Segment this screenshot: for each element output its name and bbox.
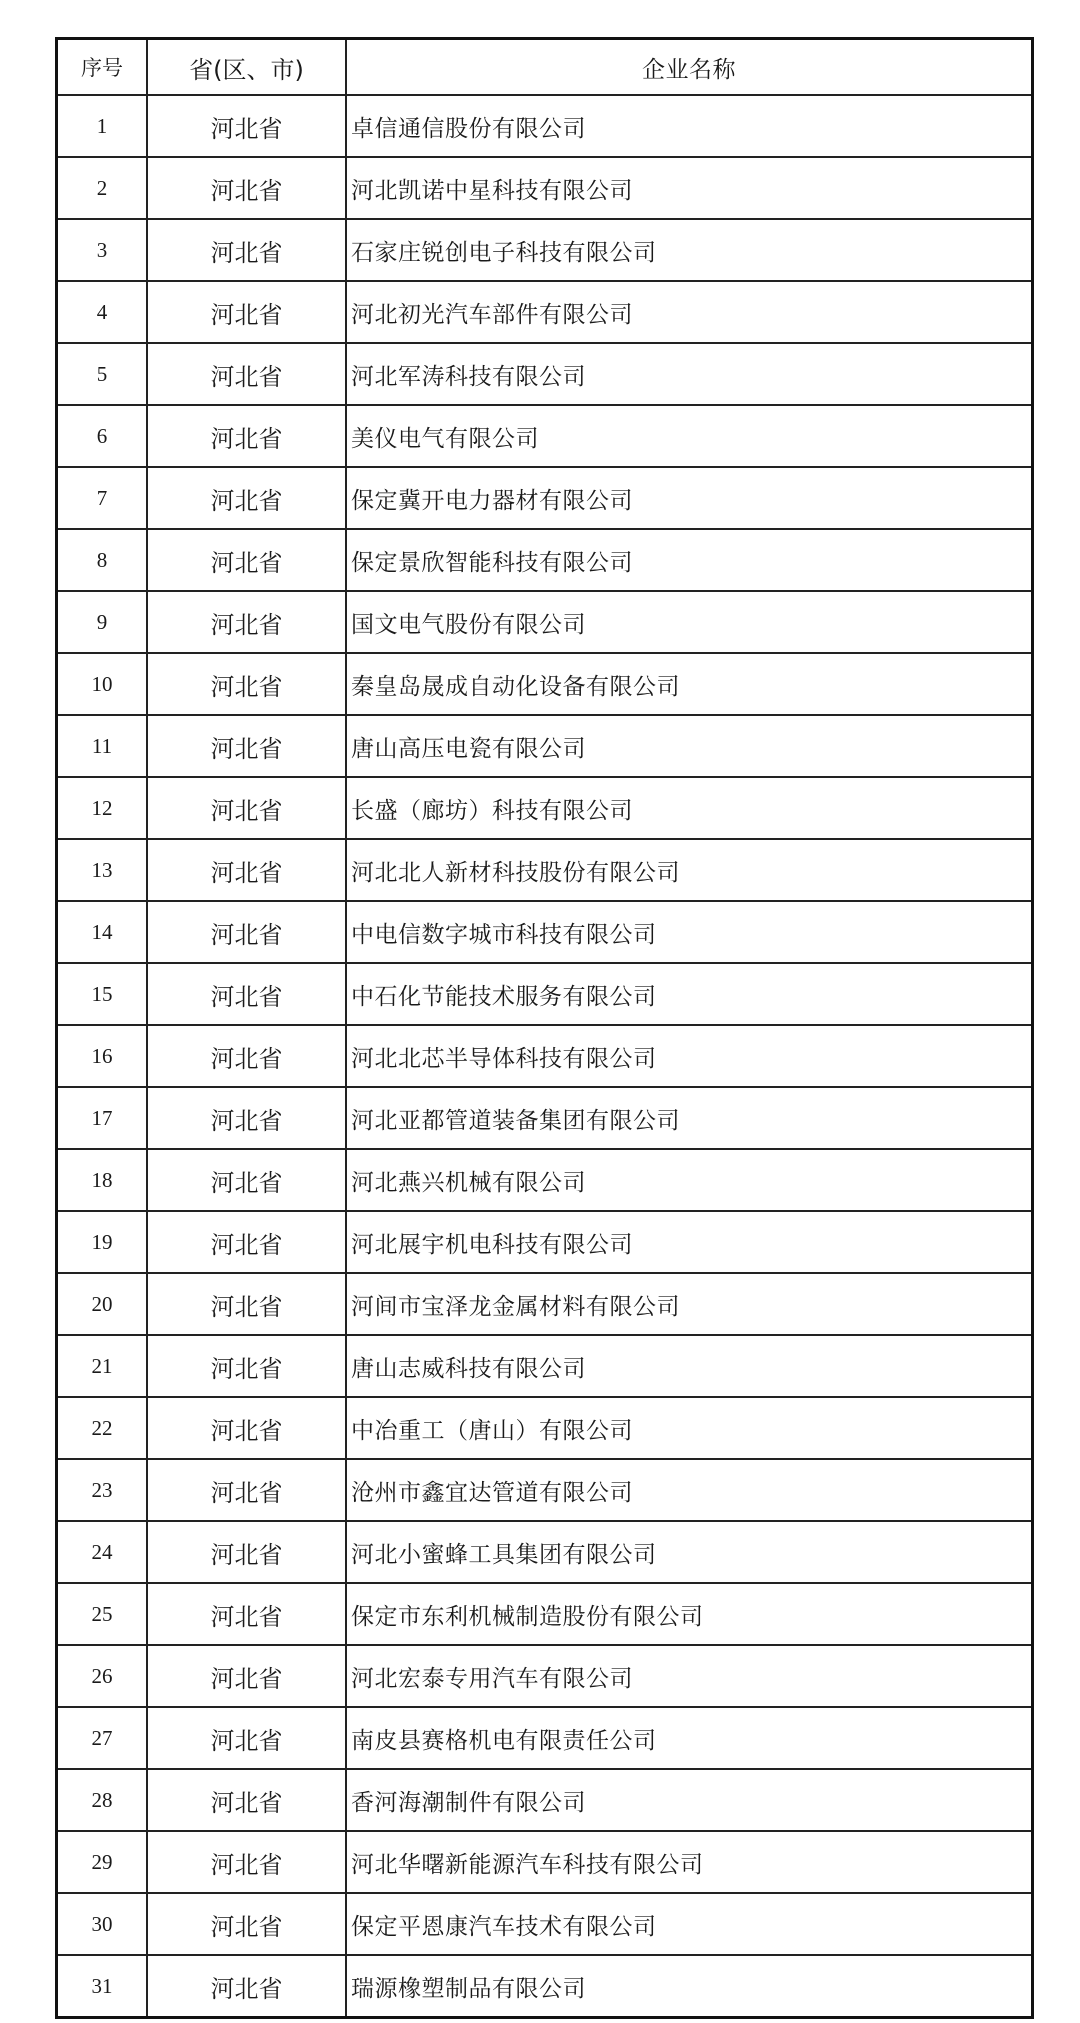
- cell-province: 河北省: [147, 281, 346, 343]
- cell-company: 长盛（廊坊）科技有限公司: [346, 777, 1033, 839]
- table-row: [57, 1707, 1033, 1769]
- cell-index: 20: [57, 1273, 148, 1335]
- cell-index: 2: [57, 157, 148, 219]
- cell-province: 河北省: [147, 1521, 346, 1583]
- table-row: [57, 1645, 1033, 1707]
- cell-province: 河北省: [147, 343, 346, 405]
- cell-company: 沧州市鑫宜达管道有限公司: [346, 1459, 1033, 1521]
- cell-company: 瑞源橡塑制品有限公司: [346, 1955, 1033, 2018]
- cell-province: 河北省: [147, 219, 346, 281]
- cell-index: 10: [57, 653, 148, 715]
- table-row: [57, 1831, 1033, 1893]
- cell-index: 15: [57, 963, 148, 1025]
- cell-province: 河北省: [147, 1955, 346, 2018]
- cell-index: 29: [57, 1831, 148, 1893]
- table-row: [57, 1521, 1033, 1583]
- cell-company: 河间市宝泽龙金属材料有限公司: [346, 1273, 1033, 1335]
- cell-index: 17: [57, 1087, 148, 1149]
- cell-company: 河北华曙新能源汽车科技有限公司: [346, 1831, 1033, 1893]
- cell-province: 河北省: [147, 1893, 346, 1955]
- header-company: 企业名称: [346, 39, 1033, 96]
- cell-index: 25: [57, 1583, 148, 1645]
- cell-province: 河北省: [147, 467, 346, 529]
- cell-province: 河北省: [147, 1149, 346, 1211]
- cell-company: 河北展宇机电科技有限公司: [346, 1211, 1033, 1273]
- cell-index: 26: [57, 1645, 148, 1707]
- cell-index: 11: [57, 715, 148, 777]
- table-body: [57, 95, 1033, 2018]
- table-row: [57, 1893, 1033, 1955]
- table-row: [57, 1955, 1033, 2018]
- cell-company: 唐山志威科技有限公司: [346, 1335, 1033, 1397]
- cell-company: 河北初光汽车部件有限公司: [346, 281, 1033, 343]
- cell-province: 河北省: [147, 963, 346, 1025]
- cell-company: 河北燕兴机械有限公司: [346, 1149, 1033, 1211]
- cell-company: 南皮县赛格机电有限责任公司: [346, 1707, 1033, 1769]
- table-row: [57, 1769, 1033, 1831]
- table-row: [57, 715, 1033, 777]
- cell-province: 河北省: [147, 1087, 346, 1149]
- table-header-row: [57, 39, 1033, 96]
- cell-company: 香河海潮制件有限公司: [346, 1769, 1033, 1831]
- cell-index: 30: [57, 1893, 148, 1955]
- table-row: [57, 95, 1033, 157]
- cell-province: 河北省: [147, 839, 346, 901]
- cell-province: 河北省: [147, 591, 346, 653]
- table-row: [57, 1149, 1033, 1211]
- table-row: [57, 653, 1033, 715]
- table-row: [57, 343, 1033, 405]
- table-row: [57, 281, 1033, 343]
- cell-index: 23: [57, 1459, 148, 1521]
- cell-company: 河北宏泰专用汽车有限公司: [346, 1645, 1033, 1707]
- cell-province: 河北省: [147, 1397, 346, 1459]
- cell-company: 保定景欣智能科技有限公司: [346, 529, 1033, 591]
- cell-company: 中冶重工（唐山）有限公司: [346, 1397, 1033, 1459]
- cell-index: 18: [57, 1149, 148, 1211]
- cell-index: 19: [57, 1211, 148, 1273]
- table-row: [57, 1211, 1033, 1273]
- cell-index: 3: [57, 219, 148, 281]
- cell-company: 河北小蜜蜂工具集团有限公司: [346, 1521, 1033, 1583]
- table-row: [57, 1087, 1033, 1149]
- table-row: [57, 157, 1033, 219]
- cell-company: 保定冀开电力器材有限公司: [346, 467, 1033, 529]
- cell-province: 河北省: [147, 1025, 346, 1087]
- cell-province: 河北省: [147, 1273, 346, 1335]
- header-province: 省(区、市): [147, 39, 346, 96]
- table-row: [57, 777, 1033, 839]
- cell-province: 河北省: [147, 1707, 346, 1769]
- cell-index: 6: [57, 405, 148, 467]
- table-row: [57, 1583, 1033, 1645]
- cell-province: 河北省: [147, 901, 346, 963]
- cell-index: 4: [57, 281, 148, 343]
- table-row: [57, 1459, 1033, 1521]
- cell-index: 8: [57, 529, 148, 591]
- cell-province: 河北省: [147, 157, 346, 219]
- cell-company: 美仪电气有限公司: [346, 405, 1033, 467]
- cell-province: 河北省: [147, 405, 346, 467]
- company-table: [55, 37, 1034, 2019]
- cell-province: 河北省: [147, 715, 346, 777]
- cell-province: 河北省: [147, 95, 346, 157]
- cell-province: 河北省: [147, 529, 346, 591]
- table-row: [57, 1397, 1033, 1459]
- table-row: [57, 839, 1033, 901]
- cell-province: 河北省: [147, 777, 346, 839]
- cell-province: 河北省: [147, 1459, 346, 1521]
- table-row: [57, 219, 1033, 281]
- cell-province: 河北省: [147, 1211, 346, 1273]
- cell-company: 中电信数字城市科技有限公司: [346, 901, 1033, 963]
- table-row: [57, 405, 1033, 467]
- cell-company: 河北军涛科技有限公司: [346, 343, 1033, 405]
- cell-company: 中石化节能技术服务有限公司: [346, 963, 1033, 1025]
- cell-province: 河北省: [147, 1583, 346, 1645]
- document-page: [55, 37, 1034, 2019]
- cell-index: 12: [57, 777, 148, 839]
- cell-index: 16: [57, 1025, 148, 1087]
- cell-company: 唐山高压电瓷有限公司: [346, 715, 1033, 777]
- table-row: [57, 901, 1033, 963]
- cell-index: 5: [57, 343, 148, 405]
- cell-province: 河北省: [147, 1831, 346, 1893]
- cell-company: 国文电气股份有限公司: [346, 591, 1033, 653]
- table-row: [57, 963, 1033, 1025]
- cell-company: 河北北芯半导体科技有限公司: [346, 1025, 1033, 1087]
- cell-index: 14: [57, 901, 148, 963]
- cell-index: 1: [57, 95, 148, 157]
- cell-company: 河北凯诺中星科技有限公司: [346, 157, 1033, 219]
- cell-province: 河北省: [147, 1335, 346, 1397]
- cell-index: 21: [57, 1335, 148, 1397]
- cell-company: 秦皇岛晟成自动化设备有限公司: [346, 653, 1033, 715]
- cell-index: 13: [57, 839, 148, 901]
- cell-company: 河北北人新材科技股份有限公司: [346, 839, 1033, 901]
- table-row: [57, 529, 1033, 591]
- table-row: [57, 467, 1033, 529]
- cell-index: 22: [57, 1397, 148, 1459]
- cell-index: 27: [57, 1707, 148, 1769]
- cell-province: 河北省: [147, 653, 346, 715]
- cell-company: 保定市东利机械制造股份有限公司: [346, 1583, 1033, 1645]
- cell-index: 9: [57, 591, 148, 653]
- cell-index: 31: [57, 1955, 148, 2018]
- cell-province: 河北省: [147, 1645, 346, 1707]
- cell-province: 河北省: [147, 1769, 346, 1831]
- cell-index: 7: [57, 467, 148, 529]
- table-row: [57, 1335, 1033, 1397]
- cell-company: 石家庄锐创电子科技有限公司: [346, 219, 1033, 281]
- cell-company: 保定平恩康汽车技术有限公司: [346, 1893, 1033, 1955]
- table-row: [57, 1273, 1033, 1335]
- header-index: 序号: [57, 39, 148, 96]
- cell-company: 河北亚都管道装备集团有限公司: [346, 1087, 1033, 1149]
- table-row: [57, 591, 1033, 653]
- table-row: [57, 1025, 1033, 1087]
- cell-company: 卓信通信股份有限公司: [346, 95, 1033, 157]
- cell-index: 28: [57, 1769, 148, 1831]
- cell-index: 24: [57, 1521, 148, 1583]
